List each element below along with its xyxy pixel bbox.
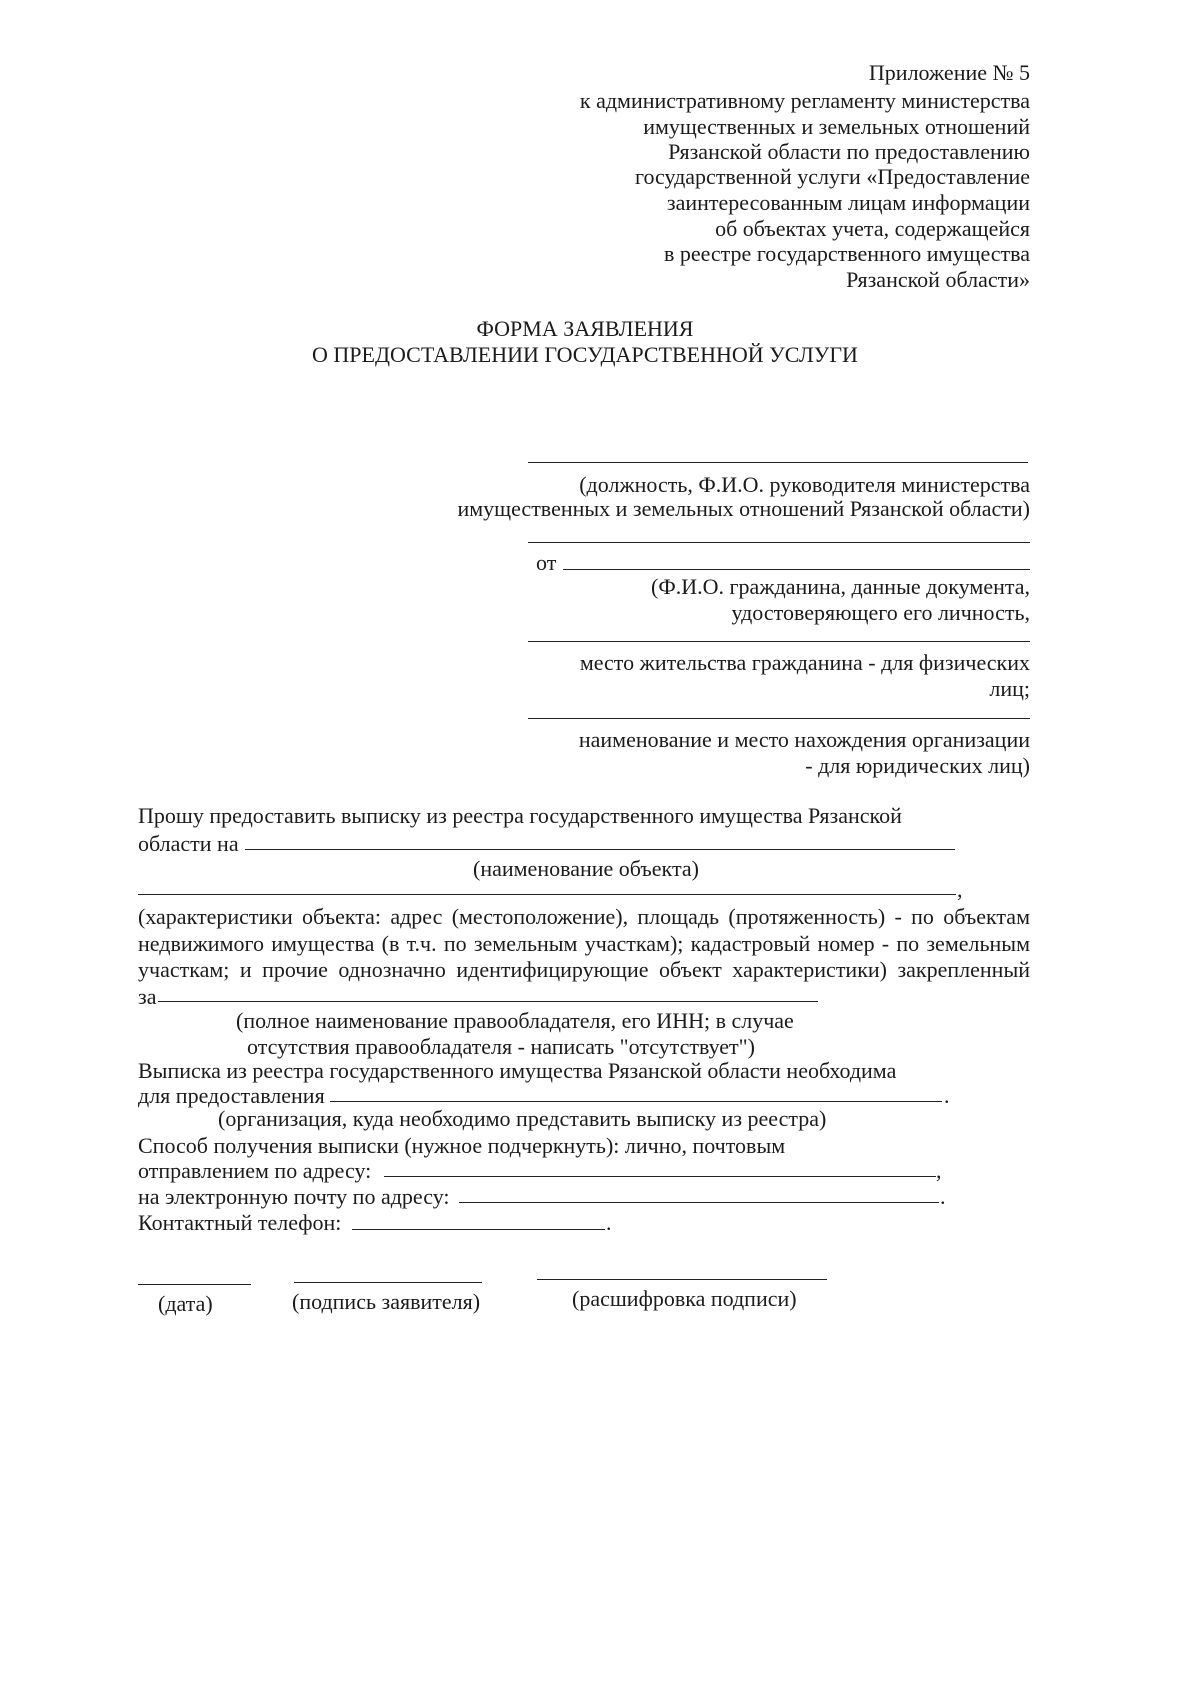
appendix-line: об объектах учета, содержащейся — [715, 216, 1030, 241]
residence-hint: лиц; — [989, 676, 1030, 701]
appendix-line: имущественных и земельных отношений — [643, 114, 1030, 139]
form-title-line2: О ПРЕДОСТАВЛЕНИИ ГОСУДАРСТВЕННОЙ УСЛУГИ — [312, 342, 858, 367]
appendix-line: в реестре государственного имущества — [663, 241, 1030, 266]
postal-address-field[interactable] — [384, 1176, 936, 1177]
signature-field[interactable] — [294, 1282, 482, 1283]
appendix-line: к административному регламенту министерства — [579, 88, 1030, 113]
purpose-period: . — [944, 1083, 950, 1108]
email-period: . — [940, 1184, 946, 1209]
object-comma: , — [957, 877, 963, 902]
signature-decode-field[interactable] — [537, 1279, 827, 1280]
appendix-line: Рязанской области» — [846, 267, 1030, 292]
postal-prefix: отправлением по адресу: — [138, 1158, 372, 1183]
email-prefix: на электронную почту по адресу: — [138, 1184, 450, 1209]
residence-line[interactable] — [528, 641, 1030, 642]
date-label: (дата) — [158, 1291, 213, 1316]
purpose-org-field[interactable] — [330, 1101, 942, 1102]
holder-prefix: за — [138, 984, 157, 1009]
holder-field[interactable] — [158, 1001, 818, 1002]
appendix-line: заинтересованным лицам информации — [666, 190, 1030, 215]
date-field[interactable] — [138, 1284, 251, 1285]
postal-comma: , — [936, 1158, 942, 1183]
applicant-hint: (Ф.И.О. гражданина, данные документа, — [651, 574, 1030, 599]
characteristics-line: недвижимого имущества (в т.ч. по земельным участкам); кадастровый номер - по земельным — [138, 931, 1030, 956]
purpose-hint: (организация, куда необходимо представить выписку из реестра) — [218, 1106, 827, 1131]
characteristics-line: (характеристики объекта: адрес (местоположение), площадь (протяженность) - по объектам — [138, 904, 1030, 929]
phone-period: . — [606, 1210, 612, 1235]
signature-label: (подпись заявителя) — [292, 1289, 481, 1314]
holder-hint: (полное наименование правообладателя, его ИНН; в случае — [236, 1008, 794, 1033]
request-line: Прошу предоставить выписку из реестра государственного имущества Рязанской — [138, 803, 902, 828]
head-hint: (должность, Ф.И.О. руководителя министерства — [579, 472, 1030, 497]
head-name-line[interactable] — [528, 462, 1028, 463]
object-details-field[interactable] — [138, 894, 956, 895]
appendix-line: государственной услуги «Предоставление — [634, 164, 1030, 189]
phone-prefix: Контактный телефон: — [138, 1210, 342, 1235]
organization-hint: наименование и место нахождения организации — [578, 727, 1030, 752]
object-name-field[interactable] — [245, 849, 955, 850]
purpose-line: Выписка из реестра государственного имущества Рязанской области необходима — [138, 1058, 897, 1083]
form-title-line1: ФОРМА ЗАЯВЛЕНИЯ — [476, 316, 694, 341]
applicant-field[interactable] — [563, 569, 1030, 570]
purpose-prefix: для предоставления — [138, 1083, 325, 1108]
characteristics-line: участкам; и прочие однозначно идентифицирующие объект характеристики) закрепленный — [138, 957, 1030, 982]
holder-hint: отсутствия правообладателя - написать "отсутствует") — [247, 1034, 755, 1059]
object-prefix: области на — [138, 831, 239, 856]
appendix-number: Приложение № 5 — [868, 60, 1030, 85]
applicant-hint: удостоверяющего его личность, — [731, 600, 1030, 625]
appendix-line: Рязанской области по предоставлению — [668, 139, 1030, 164]
organization-hint: - для юридических лиц) — [805, 753, 1030, 778]
applicant-line-1[interactable] — [528, 542, 1030, 543]
phone-field[interactable] — [352, 1229, 605, 1230]
residence-hint: место жительства гражданина - для физических — [579, 650, 1030, 675]
object-hint: (наименование объекта) — [473, 856, 699, 881]
head-hint: имущественных и земельных отношений Рязанской области) — [457, 496, 1030, 521]
delivery-method-line: Способ получения выписки (нужное подчеркнуть): лично, почтовым — [138, 1133, 786, 1158]
signature-decode-label: (расшифровка подписи) — [572, 1286, 797, 1311]
email-address-field[interactable] — [459, 1202, 939, 1203]
from-label: от — [536, 550, 557, 575]
organization-line[interactable] — [528, 718, 1030, 719]
